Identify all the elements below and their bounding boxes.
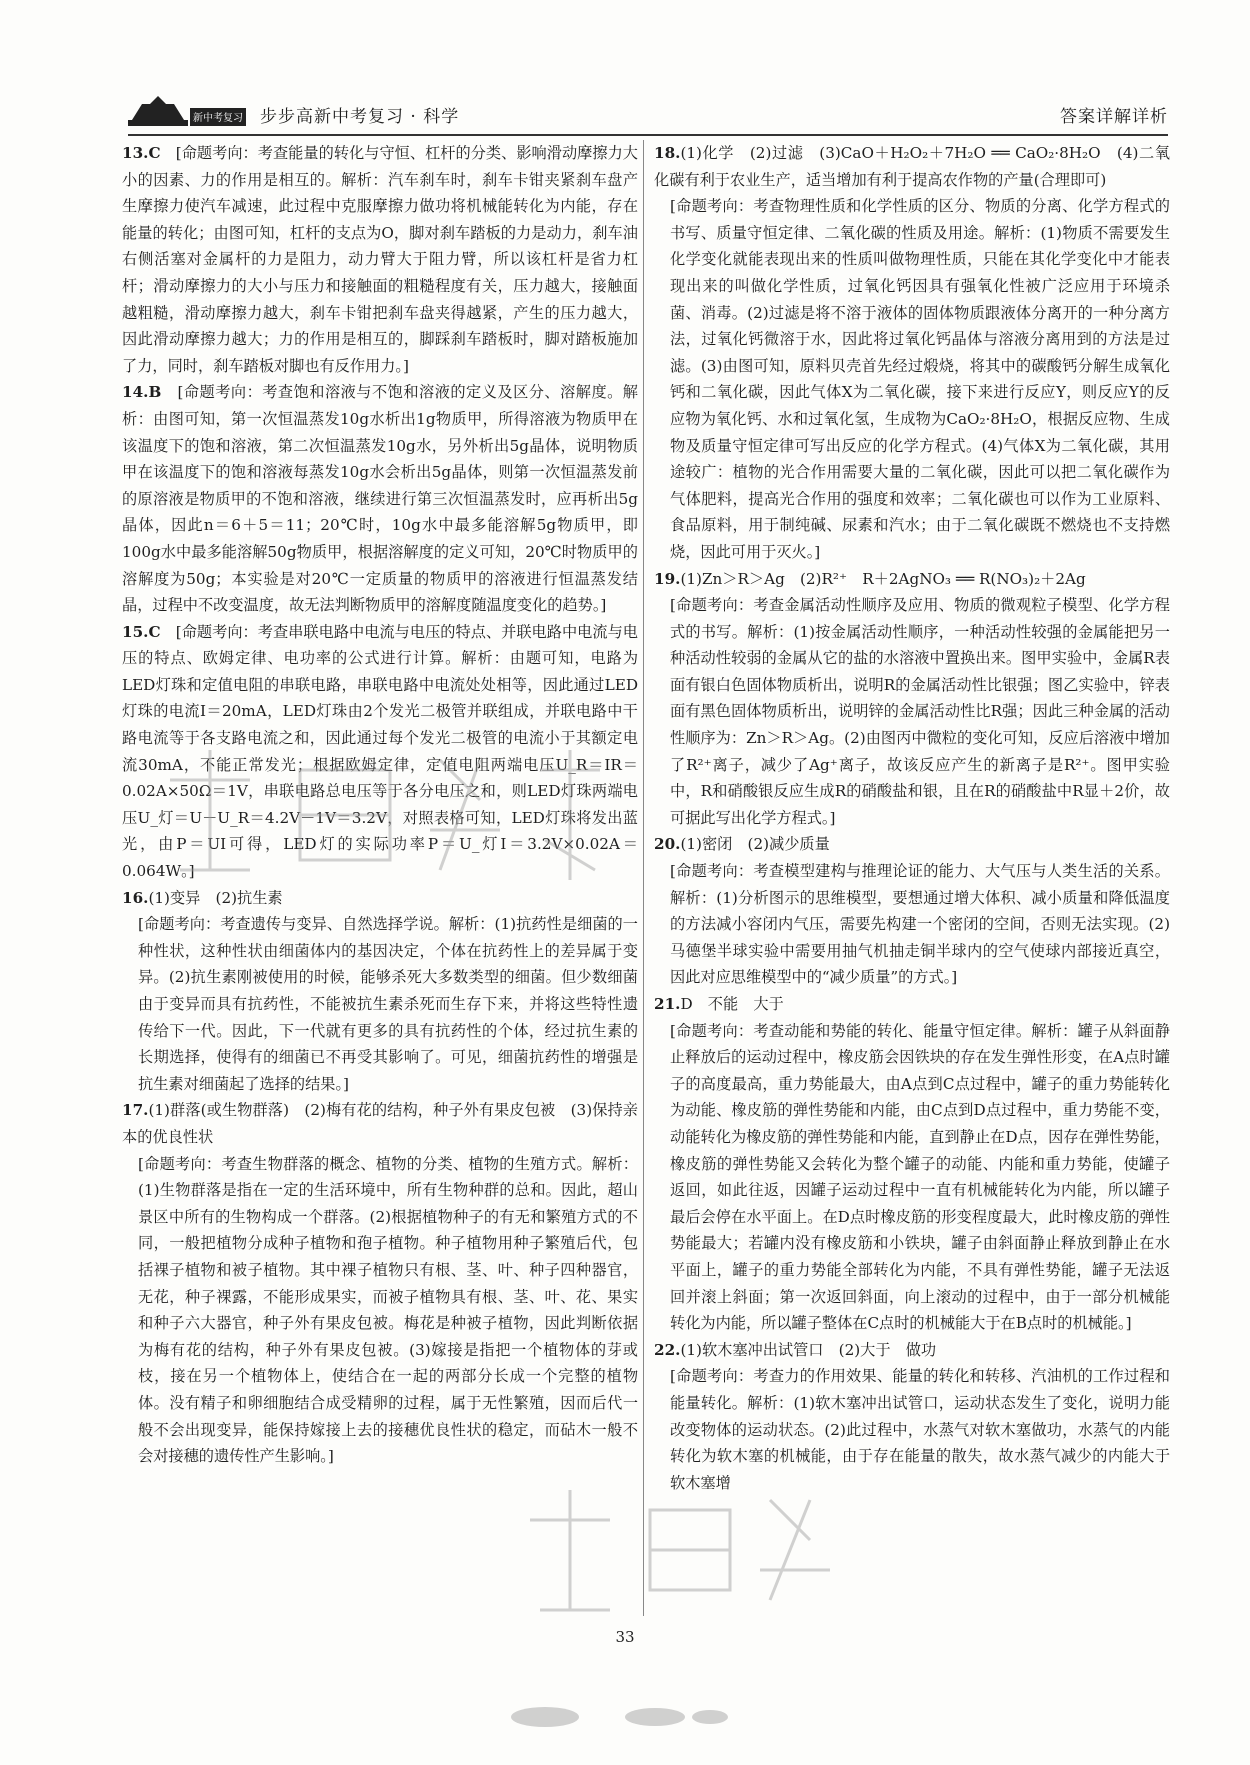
logo-text: 新中考复习 <box>193 113 243 124</box>
question-number: 15. <box>122 622 149 641</box>
header-rule <box>128 134 1168 136</box>
explanation: [命题考向：考查遗传与变异、自然选择学说。解析：(1)抗药性是细菌的一种性状，这种性状由细菌体内的基因决定，个体在抗药性上的差异属于变异。(2)抗生素刚被使用的时候，能够杀死大多数类型的细菌。但少数细菌由于变异而具有抗药性，不能被抗生素杀死而生存下来，并将这些特性遗传给下一代。因此，下一代就有更多的具有抗药性的个体，经过抗生素的长期选择，使得有的细菌已不再受其影响了。可见，细菌抗药性的增强是抗生素对细菌起了选择的结果。] <box>138 915 638 1093</box>
explanation: [命题考向：考查动能和势能的转化、能量守恒定律。解析：罐子从斜面静止释放后的运动过程中，橡皮筋会因铁块的存在发生弹性形变，在A点时罐子的高度最高，重力势能最大，由A点到C点过程中，罐子的重力势能转化为动能、橡皮筋的弹性势能和内能，由C点到D点过程中，重力势能不变，动能转化为橡皮筋的弹性势能和内能，直到静止在D点，因存在弹性势能，橡皮筋的弹性势能又会转化为整个罐子的动能、内能和重力势能，使罐子返回，如此往返，因罐子运动过程中一直有机械能转化为内能，所以罐子最后会停在水平面上。在D点时橡皮筋的形变程度最大，此时橡皮筋的弹性势能最大；若罐内没有橡皮筋和小铁块，罐子由斜面静止释放到静止在水平面上，罐子的重力势能全部转化为内能，不具有弹性势能，罐子无法返回并滚上斜面；第一次返回斜面，向上滚动的过程中，由于一部分机械能转化为内能，所以罐子整体在C点时的机械能大于在B点时的机械能。] <box>670 1021 1170 1333</box>
answer-key: C <box>148 144 161 162</box>
explanation: [命题考向：考查力的作用效果、能量的转化和转移、汽油机的工作过程和能量转化。解析：(1)软木塞冲出试管口，运动状态发生了变化，说明力能改变物体的运动状态。(2)此过程中，水蒸气对软木塞做功，水蒸气的内能转化为软木塞的机械能，由于存在能量的散失，故水蒸气减少的内能大于软木塞增 <box>670 1367 1170 1492</box>
answer-q13 <box>122 140 638 379</box>
answer-q18 <box>654 140 1170 566</box>
answer-key: (1)变异 (2)抗生素 <box>148 888 283 907</box>
answer-q14 <box>122 379 638 618</box>
answer-key: D 不能 大于 <box>680 995 784 1013</box>
explanation: [命题考向：考查模型建构与推理论证的能力、大气压与人类生活的关系。解析：(1)分析图示的思维模型，要想通过增大体积、减小质量和降低温度的方法减小容闭内气压，需要先构建一个密闭的空间，否则无法实现。(2)马德堡半球实验中需要用抽气机抽走铜半球内的空气使球内部接近真空，因此对应思维模型中的“减少质量”的方式。] <box>670 862 1170 987</box>
answer-q20 <box>654 831 1170 991</box>
column-divider <box>643 140 644 1616</box>
answer-key: (1)Zn＞R＞Ag (2)R²⁺ R＋2AgNO₃ ══ R(NO₃)₂＋2Ag <box>680 569 1086 588</box>
section-title: 答案详解详析 <box>1060 107 1168 127</box>
answer-q21 <box>654 991 1170 1337</box>
answer-q16 <box>122 885 638 1098</box>
question-number: 20. <box>654 835 681 854</box>
question-number: 14. <box>122 383 149 402</box>
answer-key: (1)化学 (2)过滤 (3)CaO＋H₂O₂＋7H₂O ══ CaO₂·8H₂O (4)二氧化碳有利于农业生产，适当增加有利于提高农作物的产量(合理即可) <box>654 144 1170 189</box>
answer-key: (1)软木塞冲出试管口 (2)大于 做功 <box>680 1340 937 1359</box>
question-number: 16. <box>122 888 149 907</box>
left-column <box>122 140 638 1620</box>
page-number: 33 <box>615 1628 635 1646</box>
answer-key: B <box>148 383 162 402</box>
explanation: [命题考向：考查串联电路中电流与电压的特点、并联电路中电流与电压的特点、欧姆定律、电功率的公式进行计算。解析：由题可知，电路为LED灯珠和定值电阻的串联电路，串联电路中电流处处相等，因此通过LED灯珠的电流I＝20mA，LED灯珠由2个发光二极管并联组成，并联电路中干路电流等于各支路电流之和，因此通过每个发光二极管的电流小于其额定电流30mA，不能正常发光；根据欧姆定律，定值电阻两端电压U_R＝IR＝0.02A×50Ω＝1V，串联电路总电压等于各分电压之和，则LED灯珠两端电压U_灯＝U－U_R＝4.2V－1V＝3.2V，对照表格可知，LED灯珠将发出蓝光，由P＝UI可得，LED灯的实际功率P＝U_灯I＝3.2V×0.02A＝0.064W。] <box>122 622 638 881</box>
question-number: 13. <box>122 144 149 162</box>
question-number: 21. <box>654 995 681 1013</box>
footer-stamp-icon <box>505 1700 745 1734</box>
page-header <box>128 92 1168 132</box>
explanation: [命题考向：考查物理性质和化学性质的区分、物质的分离、化学方程式的书写、质量守恒定律、二氧化碳的性质及用途。解析：(1)物质不需要发生化学变化就能表现出来的性质叫做物理性质，只能在其化学变化中才能表现出来的叫做化学性质，过氧化钙因具有强氧化性被广泛应用于环境杀菌、消毒。(2)过滤是将不溶于液体的固体物质跟液体分离开的一种分离方法，过氧化钙微溶于水，因此将过氧化钙晶体与溶液分离用到的方法是过滤。(3)由图可知，原料贝壳首先经过煅烧，将其中的碳酸钙分解生成氧化钙和二氧化碳，因此气体X为二氧化碳，接下来进行反应Y，则反应Y的反应物为氧化钙、水和过氧化氢，生成物为CaO₂·8H₂O，根据反应物、生成物及质量守恒定律可写出反应的化学方程式。(4)气体X为二氧化碳，其用途较广：植物的光合作用需要大量的二氧化碳，因此可以把二氧化碳作为气体肥料，提高光合作用的强度和效率；二氧化碳也可以作为工业原料、食品原料，用于制纯碱、尿素和汽水；由于二氧化碳既不燃烧也不支持燃烧，因此可用于灭火。] <box>670 197 1170 561</box>
explanation: [命题考向：考查金属活动性顺序及应用、物质的微观粒子模型、化学方程式的书写。解析：(1)按金属活动性顺序，一种活动性较强的金属能把另一种活动性较弱的金属从它的盐的水溶液中置换出来。图甲实验中，金属R表面有银白色固体物质析出，说明R的金属活动性比银强；图乙实验中，锌表面有黑色固体物质析出，说明锌的金属活动性比R强；因此三种金属的活动性顺序为：Zn＞R＞Ag。(2)由图丙中微粒的变化可知，反应后溶液中增加了R²⁺离子，减少了Ag⁺离子，故该反应产生的新离子是R²⁺。图甲实验中，R和硝酸银反应生成R的硝酸盐和银，且在R的硝酸盐中R显＋2价，故可据此写出化学方程式。] <box>670 596 1170 827</box>
publisher-logo-icon <box>128 94 246 128</box>
question-number: 19. <box>654 569 681 588</box>
answer-key: (1)群落(或生物群落) (2)梅有花的结构，种子外有果皮包被 (3)保持亲本的优良性状 <box>122 1101 638 1146</box>
answer-q22 <box>654 1337 1170 1497</box>
answer-q19 <box>654 566 1170 832</box>
right-column <box>654 140 1170 1620</box>
explanation: [命题考向：考查生物群落的概念、植物的分类、植物的生殖方式。解析：(1)生物群落是指在一定的生活环境中，所有生物种群的总和。因此，超山景区中所有的生物构成一个群落。(2)根据植物种子的有无和繁殖方式的不同，一般把植物分成种子植物和孢子植物。种子植物用种子繁殖后代，包括裸子植物和被子植物。其中裸子植物只有根、茎、叶、种子四种器官，无花，种子裸露，不能形成果实，而被子植物具有根、茎、叶、花、果实和种子六大器官，种子外有果皮包被。梅花是种被子植物，因此判断依据为梅有花的结构，种子外有果皮包被。(3)嫁接是指把一个植物体的芽或枝，接在另一个植物体上，使结合在一起的两部分长成一个完整的植物体。没有精子和卵细胞结合成受精卵的过程，属于无性繁殖，因而后代一般不会出现变异，能保持嫁接上去的接穗优良性状的稳定，而砧木一般不会对接穗的遗传性产生影响。] <box>138 1154 638 1466</box>
answer-q17 <box>122 1097 638 1469</box>
answer-key: (1)密闭 (2)减少质量 <box>680 835 830 854</box>
book-title: 步步高新中考复习 · 科学 <box>260 107 460 127</box>
question-number: 17. <box>122 1101 149 1120</box>
answer-q15 <box>122 619 638 885</box>
answer-key: C <box>148 622 161 641</box>
question-number: 18. <box>654 144 681 162</box>
question-number: 22. <box>654 1340 681 1359</box>
explanation: [命题考向：考查能量的转化与守恒、杠杆的分类、影响滑动摩擦力大小的因素、力的作用是相互的。解析：汽车刹车时，刹车卡钳夹紧刹车盘产生摩擦力使汽车减速，此过程中克服摩擦力做功将机械能转化为内能，存在能量的转化；由图可知，杠杆的支点为O，脚对刹车踏板的力是动力，刹车油右侧活塞对金属杆的力是阻力，动力臂大于阻力臂，所以该杠杆是省力杠杆；滑动摩擦力的大小与压力和接触面的粗糙程度有关，压力越大，接触面越粗糙，滑动摩擦力越大，刹车卡钳把刹车盘夹得越紧，产生的压力越大，因此滑动摩擦力越大；力的作用是相互的，脚踩刹车踏板时，脚对踏板施加了力，同时，刹车踏板对脚也有反作用力。] <box>122 144 638 375</box>
explanation: [命题考向：考查饱和溶液与不饱和溶液的定义及区分、溶解度。解析：由图可知，第一次恒温蒸发10g水析出1g物质甲，所得溶液为物质甲在该温度下的饱和溶液，第二次恒温蒸发10g水，另外析出5g晶体，说明物质甲在该温度下的饱和溶液每蒸发10g水会析出5g晶体，则第一次恒温蒸发前的原溶液是物质甲的不饱和溶液，继续进行第三次恒温蒸发时，应再析出5g晶体，因此n＝6＋5＝11；20℃时，10g水中最多能溶解5g物质甲，即100g水中最多能溶解50g物质甲，根据溶解度的定义可知，20℃时物质甲的溶解度为50g；本实验是对20℃一定质量的物质甲的溶液进行恒温蒸发结晶，过程中不改变温度，故无法判断物质甲的溶解度随温度变化的趋势。] <box>122 383 638 615</box>
